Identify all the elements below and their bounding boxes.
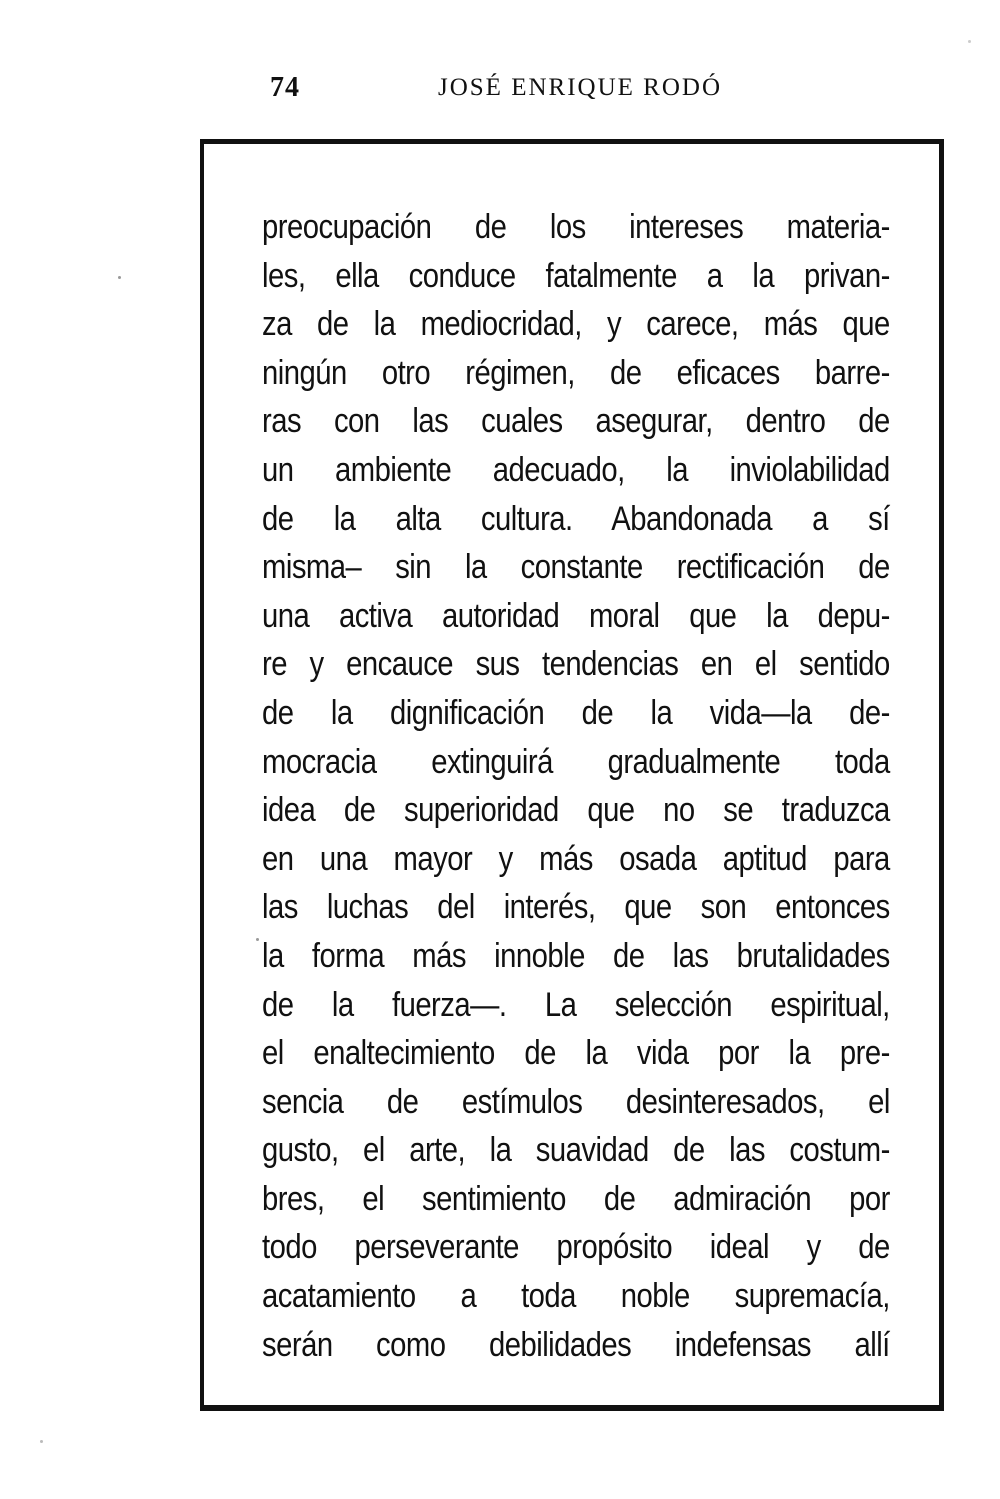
text-line: sencia de estímulos desinteresados, el xyxy=(262,1082,890,1121)
text-line: bres, el sentimiento de admiración por xyxy=(262,1179,890,1218)
text-line: de la alta cultura. Abandonada a sí xyxy=(262,499,890,538)
text-line: ningún otro régimen, de eficaces barre- xyxy=(262,353,890,392)
text-line: la forma más innoble de las brutalidades xyxy=(262,936,890,975)
scan-speck xyxy=(40,1440,43,1443)
text-line: za de la mediocridad, y carece, más que xyxy=(262,305,890,344)
body-text xyxy=(262,203,890,1369)
page-number: 74 xyxy=(270,72,300,103)
scan-speck xyxy=(118,276,121,279)
scan-speck xyxy=(256,938,259,941)
text-line: serán como debilidades indefensas allí xyxy=(262,1325,890,1364)
text-line: todo perseverante propósito ideal y de xyxy=(262,1228,890,1267)
text-line: las luchas del interés, que son entonces xyxy=(262,888,890,927)
text-line: en una mayor y más osada aptitud para xyxy=(262,839,890,878)
text-line: misma– sin la constante rectificación de xyxy=(262,548,890,587)
text-line: acatamiento a toda noble supremacía, xyxy=(262,1277,890,1316)
page-header xyxy=(270,72,730,112)
text-line: gusto, el arte, la suavidad de las costum- xyxy=(262,1131,890,1170)
text-line: re y encauce sus tendencias en el sentido xyxy=(262,645,890,684)
text-line: les, ella conduce fatalmente a la privan- xyxy=(262,256,890,295)
text-line: un ambiente adecuado, la inviolabilidad xyxy=(262,450,890,489)
text-line: idea de superioridad que no se traduzca xyxy=(262,791,890,830)
text-line: de la fuerza—. La selección espiritual, xyxy=(262,985,890,1024)
running-head: JOSÉ ENRIQUE RODÓ xyxy=(438,74,722,101)
text-line: ras con las cuales asegurar, dentro de xyxy=(262,402,890,441)
text-line: de la dignificación de la vida—la de- xyxy=(262,693,890,732)
text-line: una activa autoridad moral que la depu- xyxy=(262,596,890,635)
text-line: mocracia extinguirá gradualmente toda xyxy=(262,742,890,781)
text-line: el enaltecimiento de la vida por la pre- xyxy=(262,1034,890,1073)
scan-speck xyxy=(968,40,971,43)
text-line: preocupación de los intereses materia- xyxy=(262,208,890,246)
